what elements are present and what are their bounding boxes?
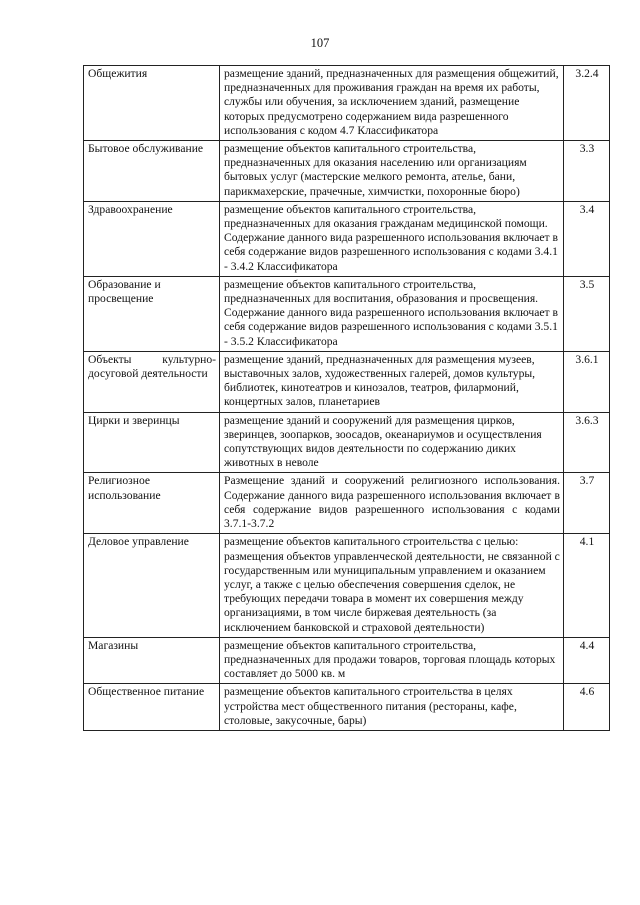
use-type-description: размещение объектов капитального строительства, предназначенных для продажи товаров, торговая площадь которых составляет до 5000 кв. м (220, 637, 564, 684)
table-row (84, 141, 610, 202)
use-type-name: Образование и просвещение (84, 276, 220, 351)
use-type-code: 4.1 (564, 534, 610, 637)
use-type-description: размещение объектов капитального строительства, предназначенных для оказания населению или организациям бытовых услуг (мастерские мелкого ремонта, ателье, бани, парикмахерские, прачечные, химчистки, похоронные бюро) (220, 141, 564, 202)
use-type-name: Бытовое обслуживание (84, 141, 220, 202)
use-type-description: размещение зданий, предназначенных для размещения общежитий, предназначенных для проживания граждан на время их работы, службы или обучения, за исключением зданий, размещение которых предусмотрено содержанием вида разрешенного использования с кодом 4.7 Классификатора (220, 66, 564, 141)
table-row (84, 473, 610, 534)
use-type-name: Здравоохранение (84, 201, 220, 276)
table-row (84, 684, 610, 731)
table-row (84, 412, 610, 473)
use-type-name: Общежития (84, 66, 220, 141)
use-type-name: Магазины (84, 637, 220, 684)
use-type-description: размещение зданий и сооружений для размещения цирков, зверинцев, зоопарков, зоосадов, океанариумов и осуществления сопутствующих видов деятельности по содержанию диких животных в неволе (220, 412, 564, 473)
use-type-name: Общественное питание (84, 684, 220, 731)
table-row (84, 201, 610, 276)
use-type-code: 4.4 (564, 637, 610, 684)
table-row (84, 66, 610, 141)
table-row (84, 534, 610, 637)
use-type-code: 3.6.3 (564, 412, 610, 473)
use-type-code: 3.2.4 (564, 66, 610, 141)
use-type-name: Деловое управление (84, 534, 220, 637)
use-type-name: Религиозное использование (84, 473, 220, 534)
use-type-description: размещение объектов капитального строительства в целях устройства мест общественного питания (рестораны, кафе, столовые, закусочные, бары) (220, 684, 564, 731)
use-type-code: 3.4 (564, 201, 610, 276)
table-row (84, 276, 610, 351)
table-row (84, 637, 610, 684)
use-type-description: размещение объектов капитального строительства, предназначенных для воспитания, образования и просвещения. Содержание данного вида разрешенного использования включает в себя содержание видов разрешенного использования с кодами 3.5.1 - 3.5.2 Классификатора (220, 276, 564, 351)
page-number: 107 (310, 36, 330, 50)
use-type-description: размещение объектов капитального строительства с целью: размещения объектов управленческой деятельности, не связанной с государственным или муниципальным управлением и оказанием услуг, а также с целью обеспечения совершения сделок, не требующих передачи товара в момент их совершения между организациями, в том числе биржевая деятельность (за исключением банковской и страховой деятельности) (220, 534, 564, 637)
use-type-name: Цирки и зверинцы (84, 412, 220, 473)
use-type-code: 3.7 (564, 473, 610, 534)
use-type-code: 4.6 (564, 684, 610, 731)
use-type-description: размещение объектов капитального строительства, предназначенных для оказания гражданам медицинской помощи. Содержание данного вида разрешенного использования включает в себя содержание видов разрешенного использования с кодами 3.4.1 - 3.4.2 Классификатора (220, 201, 564, 276)
use-type-description: Размещение зданий и сооружений религиозного использования. Содержание данного вида разрешенного использования включает в себя содержание видов разрешенного использования с кодами 3.7.1-3.7.2 (220, 473, 564, 534)
use-type-code: 3.3 (564, 141, 610, 202)
use-type-code: 3.6.1 (564, 351, 610, 412)
use-type-description: размещение зданий, предназначенных для размещения музеев, выставочных залов, художественных галерей, домов культуры, библиотек, кинотеатров и кинозалов, театров, филармоний, концертных залов, планетариев (220, 351, 564, 412)
land-use-table (83, 65, 610, 731)
table-row (84, 351, 610, 412)
use-type-code: 3.5 (564, 276, 610, 351)
use-type-name: Объекты культурно-досуговой деятельности (84, 351, 220, 412)
